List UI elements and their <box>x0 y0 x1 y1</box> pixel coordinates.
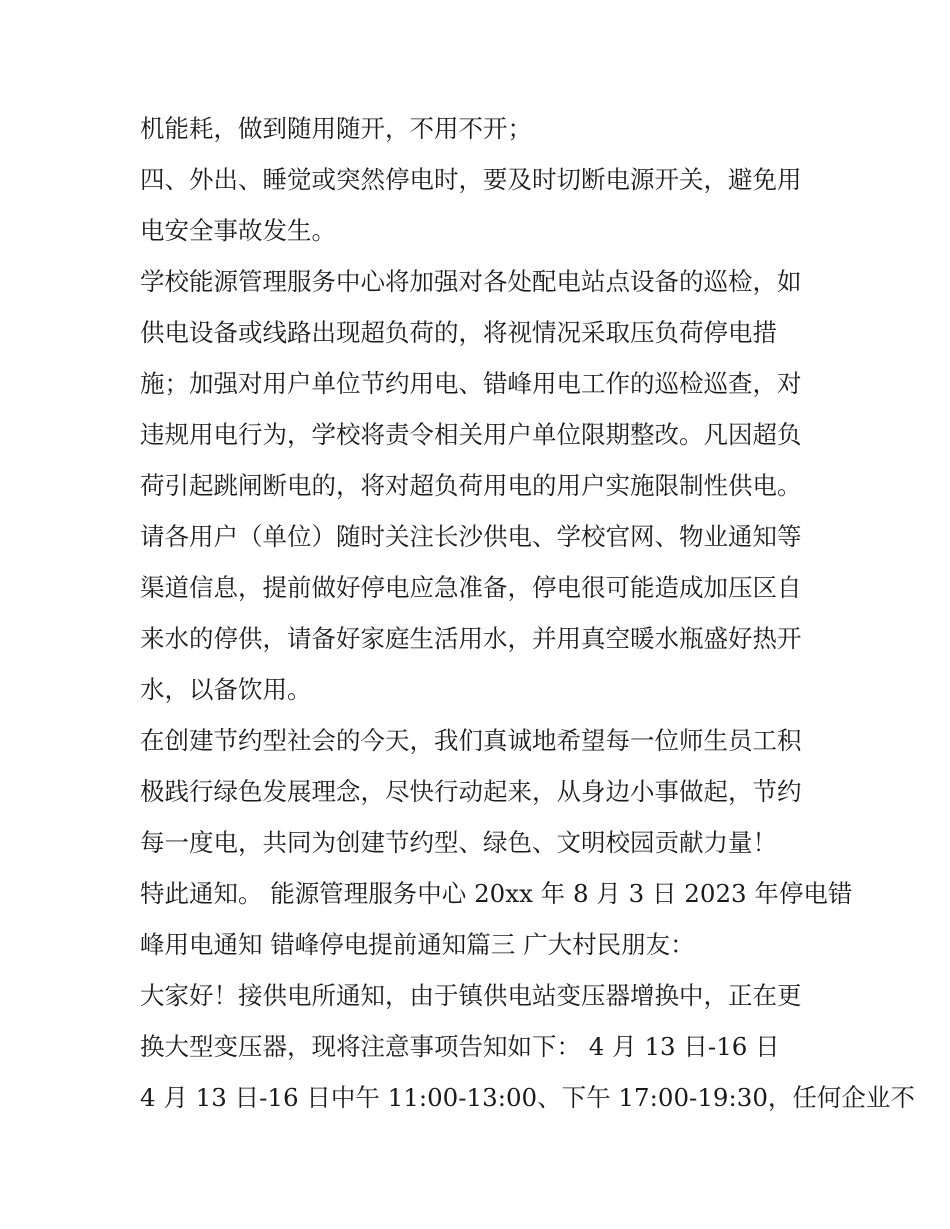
document-body <box>140 103 915 1123</box>
text-line: 特此通知。 能源管理服务中心 20xx 年 8 月 3 日 2023 年停电错 <box>140 879 853 908</box>
text-line: 水，以备饮用。 <box>140 675 312 704</box>
text-line: 违规用电行为，学校将责令相关用户单位限期整改。凡因超负 <box>140 420 802 449</box>
paragraph <box>140 715 815 868</box>
text-line: 四、外出、睡觉或突然停电时，要及时切断电源开关，避免用 <box>140 165 802 194</box>
text-line: 峰用电通知 错峰停电提前通知篇三 广大村民朋友： <box>140 930 695 959</box>
paragraph <box>140 103 815 154</box>
paragraph <box>140 154 815 256</box>
text-line: 在创建节约型社会的今天，我们真诚地希望每一位师生员工积 <box>140 726 802 755</box>
text-line: 渠道信息，提前做好停电应急准备，停电很可能造成加压区自 <box>140 573 802 602</box>
text-line: 供电设备或线路出现超负荷的，将视情况采取压负荷停电措 <box>140 318 777 347</box>
text-line: 换大型变压器，现将注意事项告知如下： 4 月 13 日-16 日 <box>140 1032 780 1061</box>
text-line: 机能耗，做到随用随开，不用不开； <box>140 114 532 143</box>
text-line: 每一度电，共同为创建节约型、绿色、文明校园贡献力量！ <box>140 828 777 857</box>
text-line: 施；加强对用户单位节约用电、错峰用电工作的巡检巡查，对 <box>140 369 802 398</box>
text-line: 大家好！接供电所通知，由于镇供电站变压器增换中，正在更 <box>140 981 802 1010</box>
paragraph <box>140 1072 915 1123</box>
paragraph <box>140 511 815 715</box>
paragraph <box>140 970 815 1072</box>
text-line: 极践行绿色发展理念，尽快行动起来，从身边小事做起，节约 <box>140 777 802 806</box>
text-line: 学校能源管理服务中心将加强对各处配电站点设备的巡检，如 <box>140 267 802 296</box>
text-line: 请各用户（单位）随时关注长沙供电、学校官网、物业通知等 <box>140 522 802 551</box>
text-line: 4 月 13 日-16 日中午 11:00-13:00、下午 17:00-19:30，任何企业不 <box>140 1083 915 1112</box>
text-line: 荷引起跳闸断电的，将对超负荷用电的用户实施限制性供电。 <box>140 471 802 500</box>
paragraph <box>140 868 853 970</box>
text-line: 来水的停供，请备好家庭生活用水，并用真空暖水瓶盛好热开 <box>140 624 802 653</box>
text-line: 电安全事故发生。 <box>140 216 336 245</box>
paragraph <box>140 256 815 511</box>
